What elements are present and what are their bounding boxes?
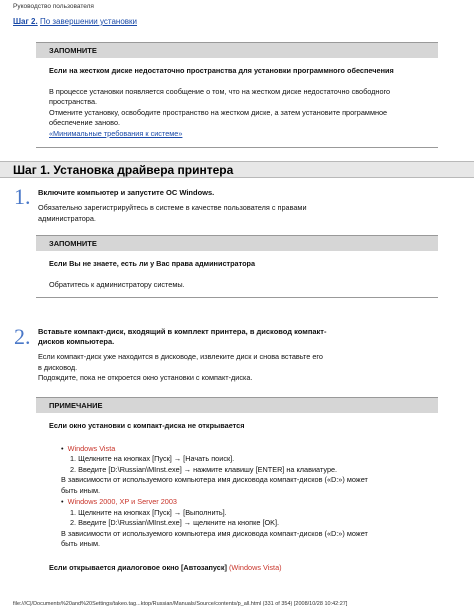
note-question: Если на жестком диске недостаточно пространства для установки программного обеспечения <box>49 66 394 75</box>
note-text: Обратитесь к администратору системы. <box>49 279 185 289</box>
os-windows-vista: • Windows Vista <box>49 444 425 455</box>
note-head: ЗАПОМНИТЕ <box>36 236 438 251</box>
autorun-question: Если открывается диалоговое окно [Автозапуск] (Windows Vista) <box>49 562 282 572</box>
vista-note: быть иным. <box>61 485 100 495</box>
step2-link[interactable] <box>13 17 137 26</box>
system-requirements-link[interactable]: «Минимальные требования к системе» <box>49 128 183 138</box>
step2-link-text: По завершении установки <box>39 17 138 26</box>
section-title: Шаг 1. Установка драйвера принтера <box>13 163 234 177</box>
step2-number: 2. <box>14 324 31 349</box>
note-head: ПРИМЕЧАНИЕ <box>36 398 438 413</box>
os-windows-xp: • Windows 2000, XP и Server 2003 <box>49 497 425 508</box>
note-text: В процессе установки появляется сообщение о том, что на жестком диске недостаточно свободного <box>49 86 391 96</box>
step1-title: Включите компьютер и запустите ОС Windows. <box>38 188 215 197</box>
step1-text: Обязательно зарегистрируйтесь в системе в качестве пользователя с правами администратора. <box>38 203 307 223</box>
note-question: Если Вы не знаете, есть ли у Вас права администратора <box>49 259 256 268</box>
xp-step-1: 1. Щелкните на кнопках [Пуск] → [Выполнить]. <box>70 507 227 517</box>
step2-title: Вставьте компакт-диск, входящий в комплект принтера, в дисковод компакт- дисков компьютера. <box>38 327 327 346</box>
section-header <box>0 161 474 178</box>
note-text: пространства. <box>49 97 98 106</box>
xp-note: быть иным. <box>61 539 100 548</box>
note-head: ЗАПОМНИТЕ <box>36 43 438 58</box>
note-cd-autorun <box>36 397 438 595</box>
footer-url: file:///C|/Documents%20and%20Settings/takeo.tag...ktop/Russian/Manuals/Source/contents/p_all.html (331 of 354) [2008/10/28 10:42:27] <box>13 601 348 607</box>
note-insufficient-space <box>36 42 438 148</box>
vista-step-1: 1. Щелкните на кнопках [Пуск] → [Начать поиск]. <box>70 454 235 463</box>
step2-text: Если компакт-диск уже находится в дисководе, извлеките диск и снова вставьте его в дисковод. Подождите, пока не откроется окно установки с компакт-диска. <box>38 352 323 382</box>
note-question: Если окно установки с компакт-диска не открывается <box>49 421 245 430</box>
document-title: Руководство пользователя <box>13 3 94 10</box>
note-text: обеспечение заново. <box>49 118 121 127</box>
xp-note: В зависимости от используемого компьютера имя дисковода компакт-дисков («D:») может <box>61 528 368 538</box>
note-text: Отмените установку, освободите пространство на жестком диске, а затем установите программное <box>49 107 388 117</box>
step1-number: 1. <box>14 184 31 209</box>
vista-step-2: 2. Введите [D:\Russian\MInst.exe] → нажмите клавишу [ENTER] на клавиатуре. <box>70 464 338 474</box>
note-admin-rights <box>36 235 438 298</box>
xp-step-2: 2. Введите [D:\Russian\MInst.exe] → щелкните на кнопке [OK]. <box>70 518 280 527</box>
step2-link-prefix: Шаг 2. <box>13 17 38 26</box>
vista-note: В зависимости от используемого компьютера имя дисковода компакт-дисков («D:») может <box>61 475 368 484</box>
